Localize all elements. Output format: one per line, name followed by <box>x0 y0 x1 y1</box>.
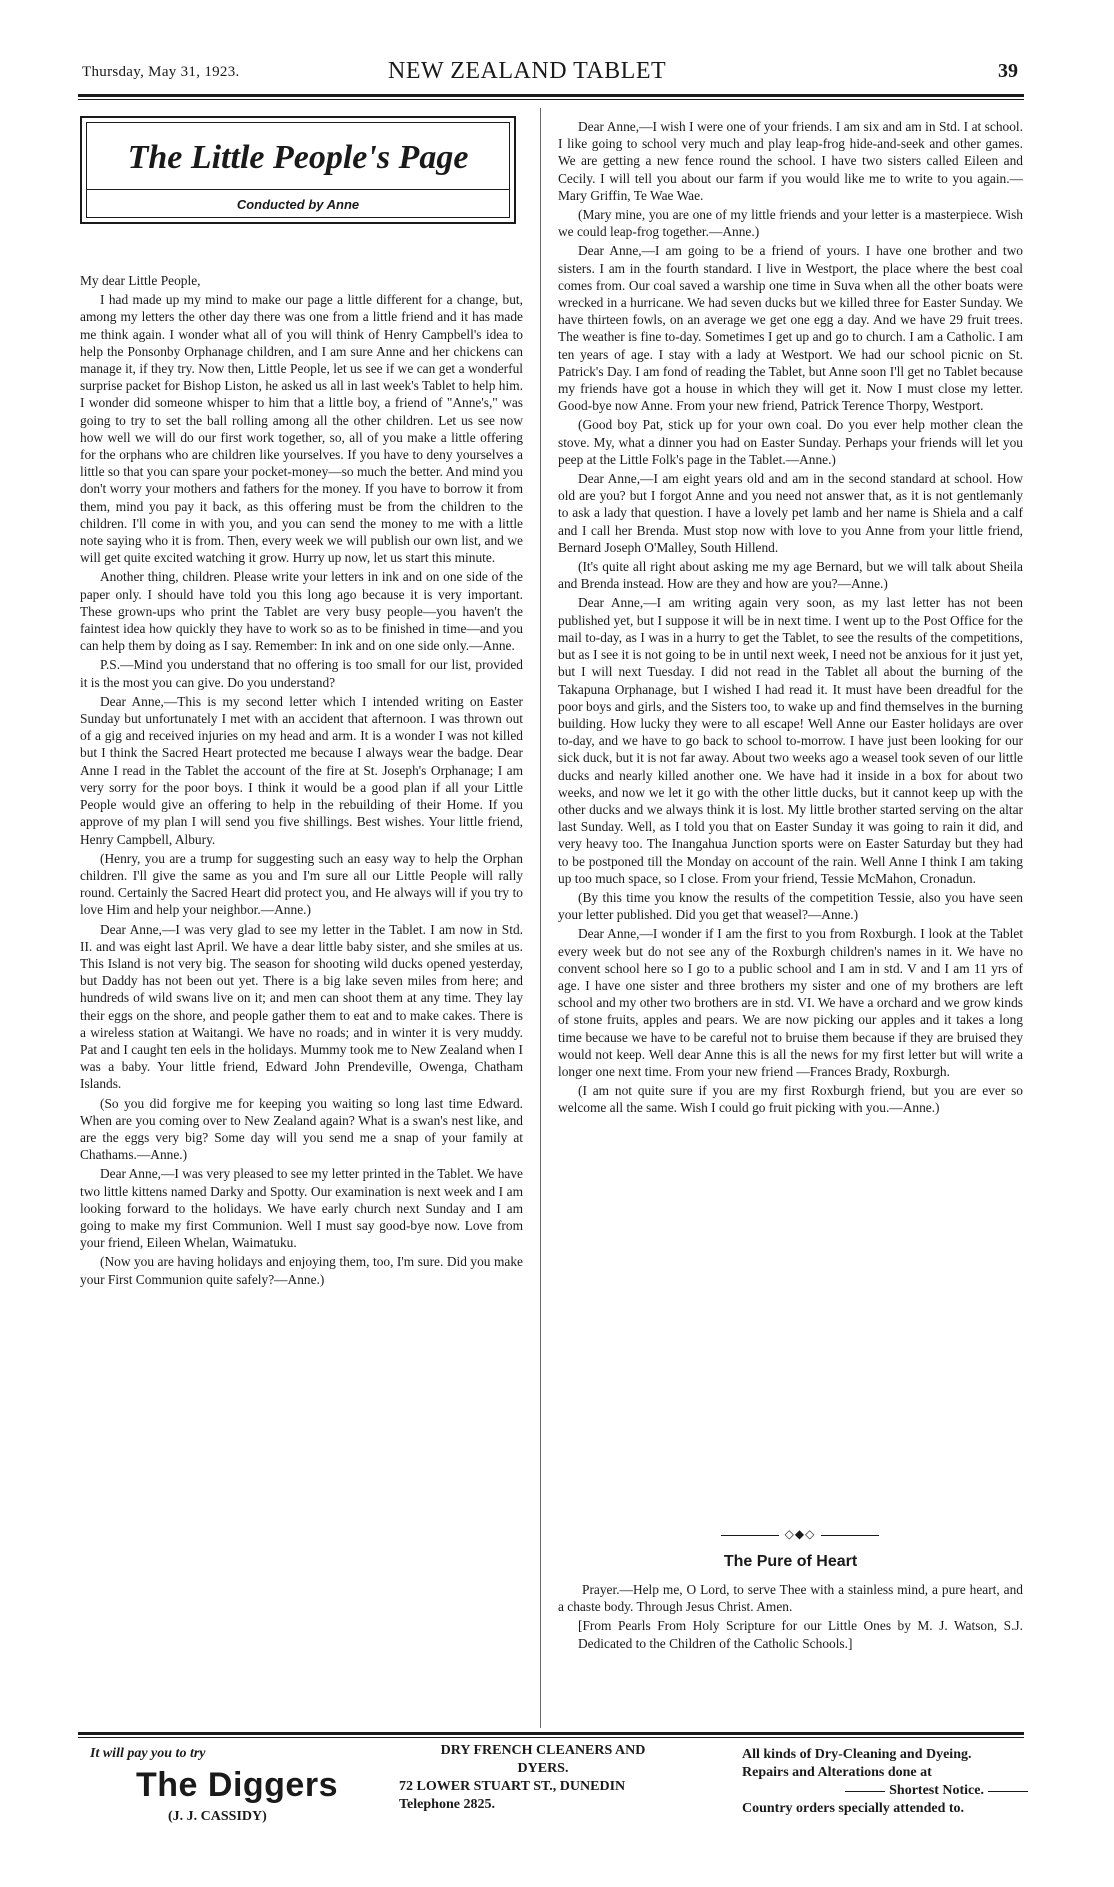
section-title: The Little People's Page <box>127 139 469 176</box>
left-column-paragraph: Dear Anne,—This is my second letter which I intended writing on Easter Sunday but unfortunately I met with an accident that afternoon. I was thrown out of a gig and received injuries on my head and arm. It is a wonder I was not killed but I think the Sacred Heart protected me because I always wear the badge. Dear Anne I read in the Tablet the account of the fire at St. Joseph's Orphanage; I am very sorry for the poor boys. I think it would be a good plan if all your Little People would give an offering to help in the rebuilding of their Home. If you approve of my plan I will send you five shillings. Best wishes. Your little friend, Henry Campbell, Albury. <box>80 693 523 847</box>
right-column-paragraph: Dear Anne,—I am going to be a friend of yours. I have one brother and two sisters. I am in the fourth standard. I live in Westport, the place where the best coal comes from. Our coal saved a warship one time in Suva when all the other boats were wrecked in a hurricane. We had seven ducks but we killed three for Easter Sunday. We have thirteen fowls, on an average we get one egg a day. And we have 29 fruit trees. The weather is fine to-day. Sometimes I get up and go to church. I am a Catholic. I am ten years of age. I stay with a lady at Westport. We had our school picnic on St. Patrick's Day. I am fond of reading the Tablet, but Anne soon I'll get no Tablet because my friends have got a house in which they will get it. Now I must close my letter. Good-bye now Anne. From your new friend, Patrick Terence Thorpy, Westport. <box>558 243 1023 414</box>
dash-rule <box>845 1791 885 1792</box>
left-column-paragraph: I had made up my mind to make our page a little different for a change, but, among my letters the other day there was one from a little friend and it has made me think again. I wonder what all of you will think of Henry Campbell's idea to help the Ponsonby Orphanage children, and I am sure Anne and her chickens can manage it, if they try. Now then, Little People, let us see if we can get a wonderful surprise packet for Bishop Liston, he asked us all in last week's Tablet to help him. I wonder did someone whisper to him that a little boy, a friend of "Anne's," was going to try to set the ball rolling among all the other children. Let us see now how well we will do our first work together, so, all of you make a little offering for the orphans who are children like yourselves. If you have to deny yourselves a little so that you can spare your pocket-money—so much the better. And mind you don't worry your mothers and fathers for the money. If you have to borrow it from them, mind you pay it back, as this offering must be from the children to the children. I'll come in with you, and you can send the money to me with a little note saying who it is from. Then, every week we will publish our own list, and we will get quite excited watching it grow. Hurry up now, let us start this minute. <box>80 292 523 566</box>
advert-cleaners-telephone: Telephone 2825. <box>399 1797 495 1812</box>
right-column-paragraph: Dear Anne,—I wonder if I am the first to you from Roxburgh. I look at the Tablet every week but do not see any of the Roxburgh children's names in it. We have no convent school here so I go to a public school and I am in std. V and I am 11 yrs of age. I have one sister and three brothers my sister and one of my brothers are left school and my other two brothers are in std. VI. We have a orchard and we grow kinds of stone fruits, apples and pears. We are now picking our apples and it takes a long time because we have to be careful not to bruise them because if they are bruised they would not keep. Well dear Anne this is all the news for my first letter but will write a longer one next time. From your new friend —Frances Brady, Roxburgh. <box>558 926 1023 1079</box>
right-column-paragraph: Dear Anne,—I wish I were one of your friends. I am six and am in Std. I at school. I like going to school very much and play leap-frog hide-and-seek and other games. We are getting a new fence round the school. I have two sisters called Eileen and Cecily. I will tell you about our farm if you would like me to write to you again.—Mary Griffin, Te Wae Wae. <box>558 119 1023 203</box>
right-column-paragraph: (Good boy Pat, stick up for your own coal. Do you ever help mother clean the stove. My, what a dinner you had on Easter Sunday. Perhaps your friends will let you peep at the Little Folk's page in the Tablet.—Anne.) <box>558 417 1023 467</box>
advert-rule <box>78 1732 1024 1735</box>
advert-cleaners-address: 72 LOWER STUART ST., DUNEDIN <box>399 1779 626 1794</box>
left-column-paragraph: (So you did forgive me for keeping you waiting so long last time Edward. When are you coming over to New Zealand again? What is a swan's nest like, and are the eggs very big? Some day will you send me a snap of your family at Chathams.—Anne.) <box>80 1095 523 1163</box>
masthead-inner-frame <box>86 122 510 218</box>
right-column <box>558 118 1023 1119</box>
right-column-paragraph: (By this time you know the results of the competition Tessie, also you have seen your letter published. Did you get that weasel?—Anne.) <box>558 889 1023 923</box>
left-column-paragraph: (Now you are having holidays and enjoying them, too, I'm sure. Did you make your First Communion quite safely?—Anne.) <box>80 1254 523 1287</box>
advert-diggers-tagline: It will pay you to try <box>90 1746 206 1761</box>
right-column-paragraph: (It's quite all right about asking me my age Bernard, but we will talk about Sheila and Brenda instead. How are they and how are you?—Anne.) <box>558 559 1023 592</box>
prayer-source: [From Pearls From Holy Scripture for our Little Ones by M. J. Watson, S.J. Dedicated to the Children of the Catholic Schools.] <box>578 1618 1023 1651</box>
right-column-paragraph: Dear Anne,—I am writing again very soon, as my last letter has not been published yet, but I suppose it will be in next time. I went up to the Post Office for the mail to-day, as I was in a hurry to get the Tablet, to see the results of the competitions, but as I see it is not going to be in until next week, I need not be anxious for it just yet, but I will next Tuesday. I did not read in the Tablet all about the burning of the Takapuna Orphanage, but I wished I had read it. It must have been dreadful for the poor boys and girls, and the Sisters too, to wake up and find themselves in the burning building. How lucky they were to all escape! Well Anne our Easter holidays are over to-day, and we have to go back to school to-morrow. I have just been looking for our sick duck, but it is not far away. About two weeks ago a weasel took seven of our little ducks and nearly killed another one. We have had it inside in a box for about two weeks, and now we let it go with the other little ducks, but it cannot keep up with the other ducks and we always think it is lost. My little brother started serving on the altar last Sunday. Well, as I told you that on Easter Sunday it was going to rain it did, and very heavy too. The Inangahua Junction sports were on Easter Saturday but they had to be postponed till the Monday on account of the rain. Well Anne I think I am taking up too much space, so I close. From your friend, Tessie McMahon, Cronadun. <box>558 595 1023 886</box>
header-rule-thin <box>78 99 1024 100</box>
advert-diggers-name: The Diggers <box>136 1766 338 1804</box>
left-column <box>80 272 523 1290</box>
right-column-paragraph: (I am not quite sure if you are my first Roxburgh friend, but you are ever so welcome all the same. Wish I could go fruit picking with you.—Anne.) <box>558 1083 1023 1116</box>
prayer-text: Prayer.—Help me, O Lord, to serve Thee with a stainless mind, a pure heart, and a chaste body. Through Jesus Christ. Amen. <box>558 1582 1023 1615</box>
left-column-paragraph: My dear Little People, <box>80 273 201 288</box>
right-column-paragraph: (Mary mine, you are one of my little friends and your letter is a masterpiece. Wish we could leap-frog together.—Anne.) <box>558 207 1023 240</box>
pure-heart-title: The Pure of Heart <box>723 1553 858 1570</box>
advert-cleaners-line2: DYERS. <box>517 1761 569 1776</box>
left-column-paragraph: P.S.—Mind you understand that no offering is too small for our list, provided it is the most you can give. Do you understand? <box>80 657 523 690</box>
right-column-paragraph: Dear Anne,—I am eight years old and am in the second standard at school. How old are you? but I forgot Anne and you need not answer that, as it is not gentlemanly to ask a lady that question. I have a lovely pet lamb and her name is Shiela and a calf and I call her Brenda. Must stop now with love to you Anne from your little friend, Bernard Joseph O'Malley, South Hillend. <box>558 471 1023 555</box>
advert-dyeing-line1: All kinds of Dry-Cleaning and Dyeing. <box>742 1747 972 1762</box>
dash-rule <box>988 1791 1028 1792</box>
advert-diggers-owner: (J. J. CASSIDY) <box>168 1809 267 1824</box>
advert-diggers <box>84 1746 384 1825</box>
page-header <box>82 58 1024 92</box>
advert-dyeing-line4: Country orders specially attended to. <box>742 1801 965 1816</box>
advert-cleaners <box>393 1742 693 1814</box>
advert-cleaners-line1: DRY FRENCH CLEANERS AND <box>440 1743 646 1758</box>
issue-date: Thursday, May 31, 1923. <box>82 64 240 80</box>
advert-dyeing <box>742 1746 1032 1818</box>
advert-dyeing-notice-row <box>742 1782 1032 1800</box>
masthead-divider <box>87 189 509 190</box>
left-column-paragraph: (Henry, you are a trump for suggesting such an easy way to help the Orphan children. I'll give the same as you and I'm sure all our Little People will rally round. Certainly the Sacred Heart did protect you, and He always will if you try to love Him and help your neighbor.—Anne.) <box>80 850 523 918</box>
left-column-paragraph: Dear Anne,—I was very pleased to see my letter printed in the Tablet. We have two little kittens named Darky and Spotty. Our examination is next week and I am looking forward to the holidays. We have early church next Sunday and I am going to make my first Communion. Well I must say good-bye now. Love from your friend, Eileen Whelan, Waimatuku. <box>80 1166 523 1251</box>
pure-heart-prayer-block <box>558 1581 1023 1652</box>
publication-title: NEW ZEALAND TABLET <box>388 58 667 84</box>
advert-dyeing-line3: Shortest Notice. <box>889 1783 984 1798</box>
section-masthead <box>80 116 516 224</box>
left-column-paragraph: Another thing, children. Please write your letters in ink and on one side of the paper only. I should have told you this long ago because it is very important. These grown-ups who print the Tablet are very busy people—you haven't the faintest idea how quickly they have to work so as to be finished in time—and you can help them by doing as I say. Remember: In ink and on one side only.—Anne. <box>80 569 523 654</box>
column-divider <box>540 108 541 1728</box>
section-byline: Conducted by Anne <box>236 197 360 212</box>
header-rule <box>78 94 1024 97</box>
advert-rule-thin <box>78 1737 1024 1738</box>
left-column-paragraph: Dear Anne,—I was very glad to see my letter in the Tablet. I am now in Std. II. and was eight last April. We have a dear little baby sister, and she smiles at us. This Island is not very big. The season for shooting wild ducks opened yesterday, but Daddy has not been out yet. There is a big lake seven miles from here; and hundreds of wild swans live on it; and men can shoot them at any time. They lay their eggs on the shore, and people gather them to eat and to make cakes. There is a wireless station at Waitangi. We have no roads; and in winter it is very muddy. Pat and I caught ten eels in the holidays. Mummy took me to New Zealand when I was a baby. Your little friend, Edward John Prendeville, Owenga, Chatham Islands. <box>80 921 523 1092</box>
advert-dyeing-line2: Repairs and Alterations done at <box>742 1765 932 1780</box>
section-ornament: ◇◆◇ <box>700 1527 900 1542</box>
page-number: 39 <box>998 60 1018 82</box>
